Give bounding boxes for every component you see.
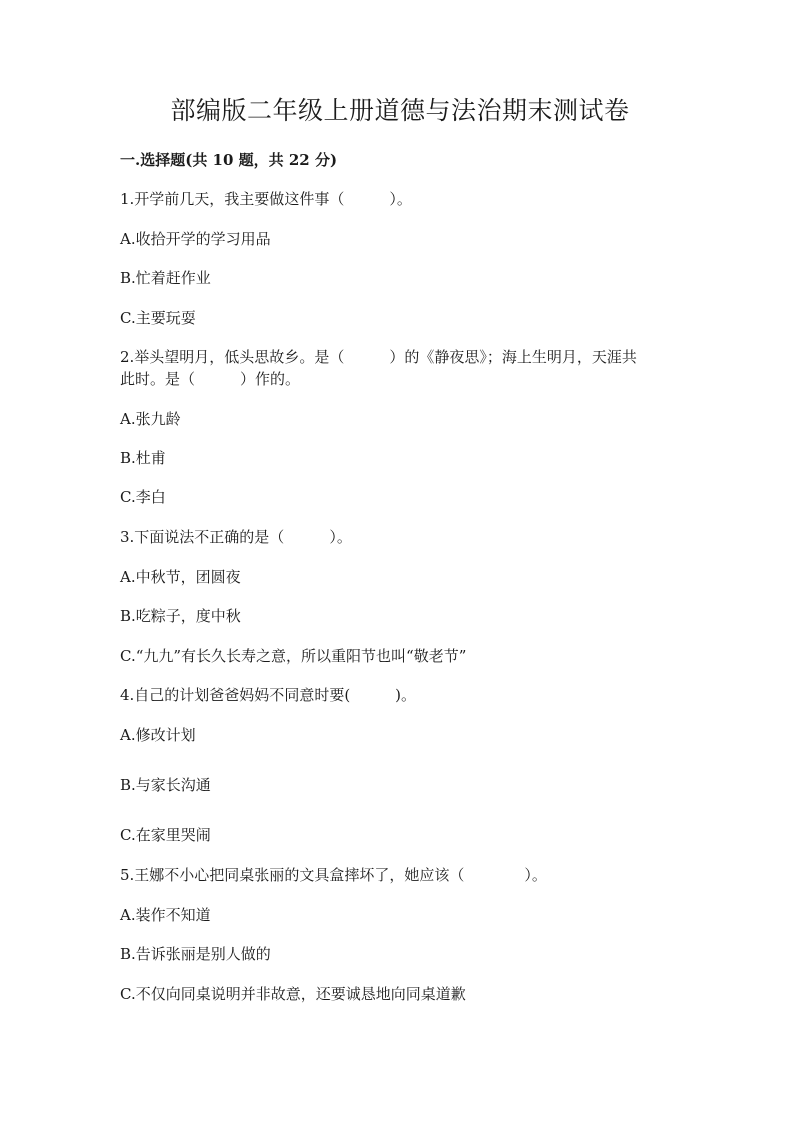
question-4-stem: 4.自己的计划爸爸妈妈不同意时要( )。 xyxy=(120,686,417,704)
question-1-stem: 1.开学前几天，我主要做这件事（ ）。 xyxy=(120,190,412,208)
page-title: 部编版二年级上册道德与法治期末测试卷 xyxy=(170,96,630,125)
question-1-option-c: C.主要玩耍 xyxy=(120,309,196,327)
question-2-option-c: C.李白 xyxy=(120,488,166,506)
question-1-option-b: B.忙着赶作业 xyxy=(120,269,211,287)
question-5-option-b: B.告诉张丽是别人做的 xyxy=(120,945,271,963)
question-5-stem: 5.王娜不小心把同桌张丽的文具盒摔坏了，她应该（ ）。 xyxy=(120,866,547,884)
question-2-option-a: A.张九龄 xyxy=(120,410,181,428)
question-5-option-c: C.不仅向同桌说明并非故意，还要诚恳地向同桌道歉 xyxy=(120,985,466,1003)
question-4-option-c: C.在家里哭闹 xyxy=(120,826,211,844)
question-3-option-a: A.中秋节，团圆夜 xyxy=(120,568,241,586)
question-3-stem: 3.下面说法不正确的是（ ）。 xyxy=(120,528,352,546)
question-2-stem-line-2: 此时。是（ ）作的。 xyxy=(120,370,301,388)
section-heading: 一.选择题(共 10 题，共 22 分) xyxy=(120,151,338,169)
question-3-option-c: C.“九九”有长久长寿之意，所以重阳节也叫“敬老节” xyxy=(120,647,467,665)
question-2-option-b: B.杜甫 xyxy=(120,449,166,467)
question-2-stem-line-1: 2.举头望明月，低头思故乡。是（ ）的《静夜思》；海上生明月，天涯共 xyxy=(120,348,637,366)
question-5-option-a: A.装作不知道 xyxy=(120,906,211,924)
question-1-option-a: A.收拾开学的学习用品 xyxy=(120,230,271,248)
question-3-option-b: B.吃粽子，度中秋 xyxy=(120,607,241,625)
question-4-option-b: B.与家长沟通 xyxy=(120,776,211,794)
question-4-option-a: A.修改计划 xyxy=(120,726,196,744)
